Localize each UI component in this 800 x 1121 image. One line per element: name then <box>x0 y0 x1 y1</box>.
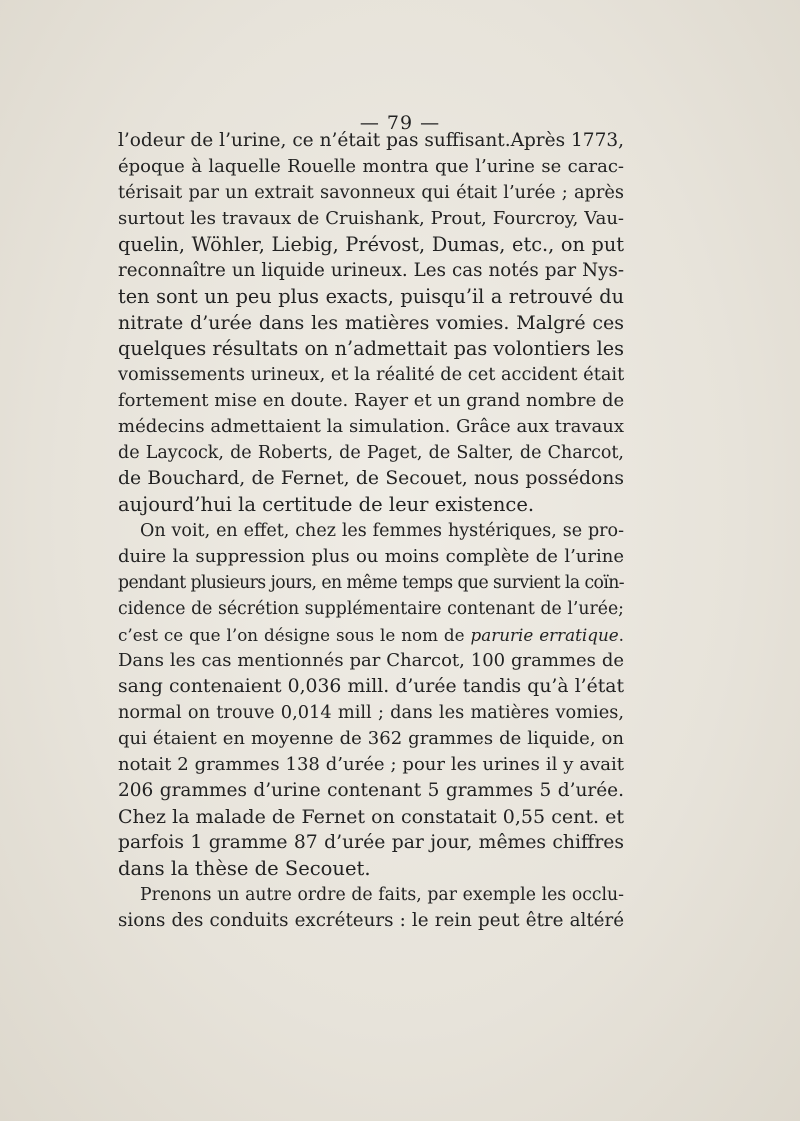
italic-term: parurie erratique <box>470 625 619 645</box>
text-line-7: ten sont un peu plus exacts, puisqu’il a retrouvé du <box>118 285 624 308</box>
text-line-12: médecins admettaient la simulation. Grâce aux travaux <box>118 416 624 437</box>
text-line-6: reconnaître un liquide urineux. Les cas notés par Nys- <box>118 260 624 281</box>
text-line-27: Chez la malade de Fernet on constatait 0,55 cent. et <box>118 806 624 828</box>
text-line-10: vomissements urineux, et la réalité de cet accident était <box>118 365 625 385</box>
text-line-25: notait 2 grammes 138 d’urée ; pour les urines il y avait <box>118 754 624 775</box>
page-number: — 79 — <box>359 112 441 134</box>
text-line-22: sang contenaient 0,036 mill. d’urée tandis qu’à l’état <box>118 676 624 697</box>
text-line-13: de Laycock, de Roberts, de Paget, de Salter, de Charcot, <box>118 443 624 463</box>
text-line-16: On voit, en effet, chez les femmes hystériques, se pro- <box>140 521 624 541</box>
text-line-1: l’odeur de l’urine, ce n’était pas suffisant.Après 1773, <box>118 130 624 151</box>
text-line-17: duire la suppression plus ou moins complète de l’urine <box>118 546 624 567</box>
text-line-29: dans la thèse de Secouet. <box>118 857 371 880</box>
text-line-31: sions des conduits excréteurs : le rein peut être altéré <box>118 910 624 931</box>
text-line-20-before: c’est ce que l’on désigne sous le nom de <box>118 625 471 645</box>
text-line-5: quelin, Wöhler, Liebig, Prévost, Dumas, etc., on put <box>118 233 624 256</box>
text-line-20 <box>118 622 624 648</box>
text-line-21: Dans les cas mentionnés par Charcot, 100 grammes de <box>118 650 624 671</box>
text-line-14: de Bouchard, de Fernet, de Secouet, nous possédons <box>118 468 624 489</box>
text-line-23: normal on trouve 0,014 mill ; dans les matières vomies, <box>118 703 624 723</box>
text-line-15: aujourd’hui la certitude de leur existence. <box>118 493 535 516</box>
text-line-11: fortement mise en doute. Rayer et un grand nombre de <box>118 390 625 411</box>
text-line-18: pendant plusieurs jours, en même temps que survient la coïn- <box>118 573 624 593</box>
body-text <box>118 128 624 934</box>
text-line-28: parfois 1 gramme 87 d’urée par jour, mêmes chiffres <box>118 832 624 853</box>
text-line-8: nitrate d’urée dans les matières vomies. Malgré ces <box>118 312 624 334</box>
text-line-20-after: . <box>618 625 624 645</box>
text-line-2: époque à laquelle Rouelle montra que l’urine se carac- <box>118 156 624 177</box>
text-line-19: cidence de sécrétion supplémentaire contenant de l’urée; <box>118 599 624 619</box>
text-line-3: térisait par un extrait savonneux qui était l’urée ; après <box>118 183 624 203</box>
text-line-9: quelques résultats on n’admettait pas volontiers les <box>118 337 624 360</box>
text-line-26: 206 grammes d’urine contenant 5 grammes 5 d’urée. <box>118 780 624 801</box>
text-line-30: Prenons un autre ordre de faits, par exemple les occlu- <box>140 885 624 905</box>
text-line-24: qui étaient en moyenne de 362 grammes de liquide, on <box>118 728 624 749</box>
text-line-4: surtout les travaux de Cruishank, Prout, Fourcroy, Vau- <box>118 208 624 229</box>
